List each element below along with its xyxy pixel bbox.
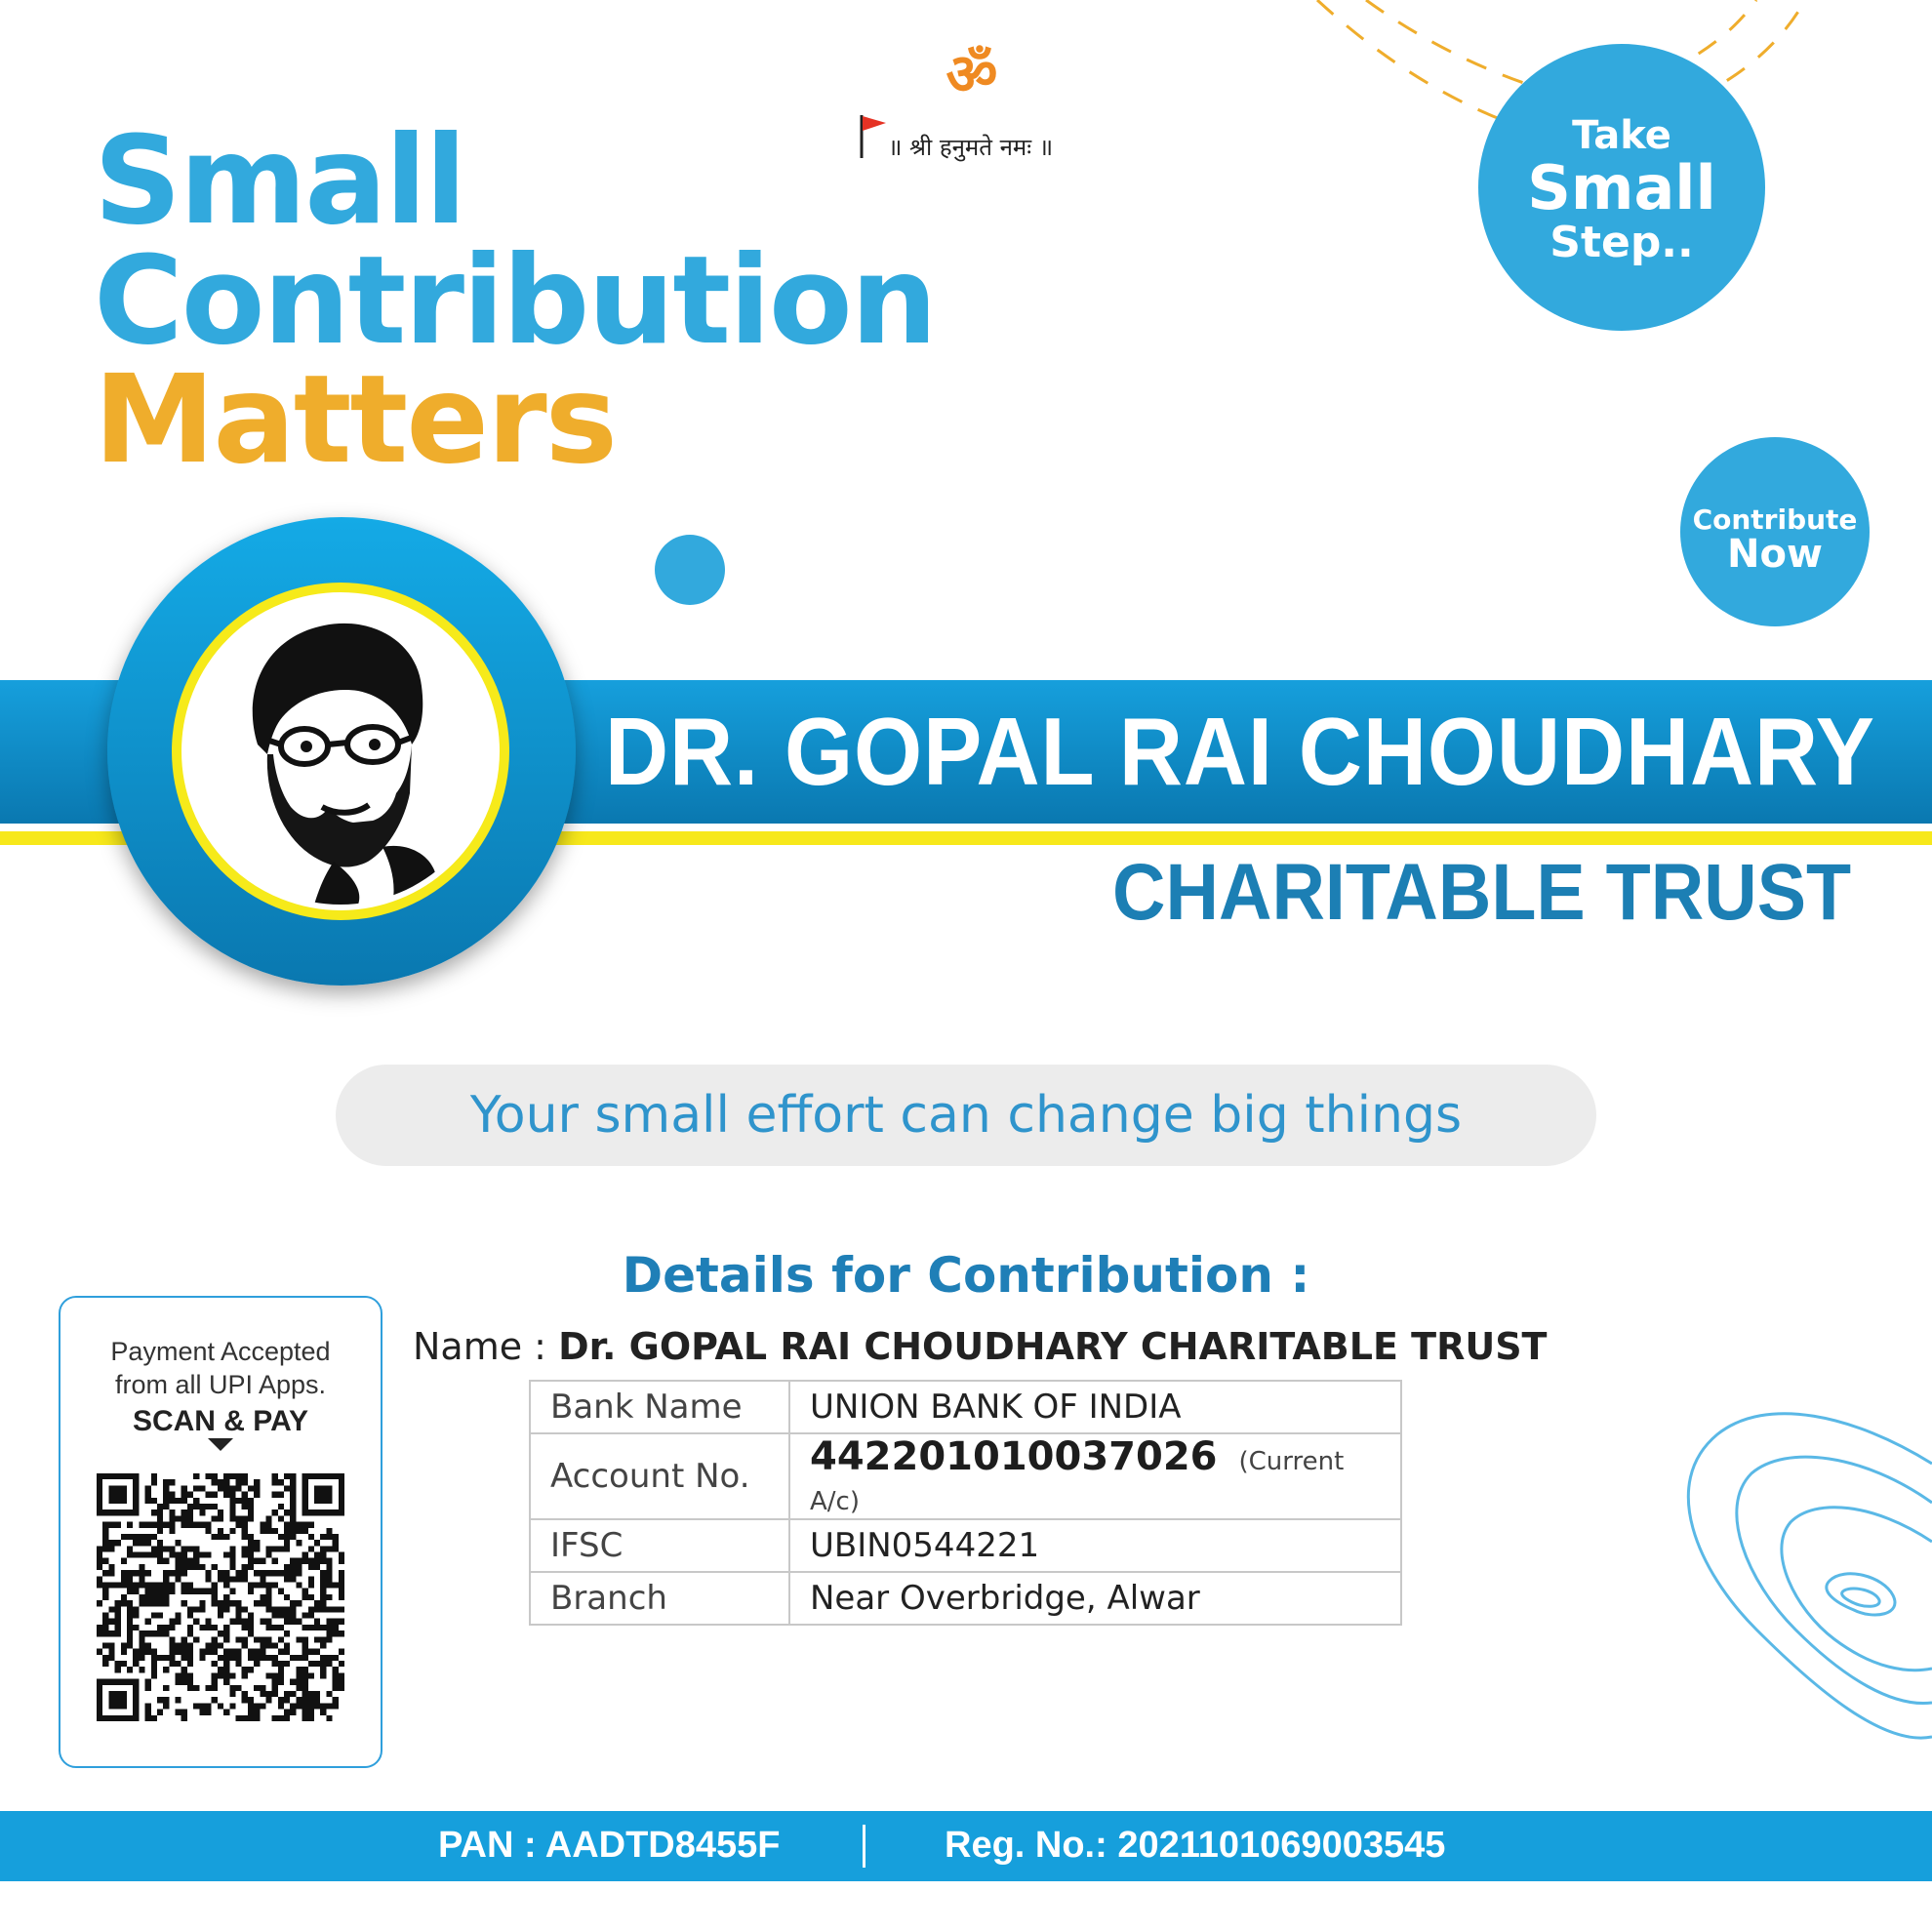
account-type-note: (Current A/c) [810, 1447, 1345, 1516]
portrait [181, 592, 500, 910]
bank-details-table [529, 1380, 1402, 1626]
decorative-dot [655, 535, 725, 605]
details-title: Details for Contribution : [622, 1247, 1310, 1304]
om-symbol: ॐ [946, 41, 998, 107]
contribute-now-badge[interactable] [1680, 437, 1870, 626]
table-row [530, 1519, 1401, 1572]
qr-caption-line1: Payment Accepted [110, 1337, 331, 1366]
table-row [530, 1572, 1401, 1625]
contour-lines-decoration [1659, 1395, 1932, 1766]
badge-take-line1: Take [1572, 113, 1671, 158]
badge-take-line2: Small [1527, 152, 1716, 223]
qr-code-icon[interactable] [97, 1473, 344, 1721]
footer-divider [863, 1825, 865, 1868]
tagline-pill: Your small effort can change big things [336, 1065, 1596, 1166]
account-no-value: 442201010037026 [810, 1434, 1218, 1479]
badge-contribute-line1: Contribute [1692, 503, 1858, 536]
table-row [530, 1433, 1401, 1519]
scan-and-pay-label: SCAN & PAY [132, 1405, 309, 1437]
qr-caption-line2: from all UPI Apps. [114, 1370, 327, 1399]
badge-take-line3: Step.. [1550, 218, 1694, 267]
account-no-cell [789, 1433, 1401, 1519]
portrait-illustration-icon [187, 598, 494, 905]
table-row [530, 1381, 1401, 1433]
arrow-down-icon [208, 1438, 233, 1451]
headline-line2: Contribution [94, 229, 936, 372]
branch-label: Branch [530, 1572, 789, 1625]
badge-contribute-line2: Now [1727, 532, 1823, 577]
name-line [413, 1325, 1547, 1368]
headline-line3: Matters [94, 349, 617, 491]
bank-name-value: UNION BANK OF INDIA [789, 1381, 1401, 1433]
trust-subtitle: CHARITABLE TRUST [1112, 848, 1852, 937]
mantra-text: ॥ श्री हनुमते नमः ॥ [888, 134, 1054, 161]
name-label: Name : [413, 1325, 546, 1368]
account-no-label: Account No. [530, 1433, 789, 1519]
footer-bar [0, 1811, 1932, 1881]
ifsc-label: IFSC [530, 1519, 789, 1572]
registration-number: Reg. No.: 2021101069003545 [945, 1825, 1446, 1866]
branch-value: Near Overbridge, Alwar [789, 1572, 1401, 1625]
trust-name: DR. GOPAL RAI CHOUDHARY [605, 698, 1875, 805]
bank-name-label: Bank Name [530, 1381, 789, 1433]
pan-number: PAN : AADTD8455F [438, 1825, 781, 1866]
qr-caption [59, 1335, 382, 1401]
name-value: Dr. GOPAL RAI CHOUDHARY CHARITABLE TRUST [558, 1325, 1548, 1368]
take-small-step-badge [1478, 44, 1765, 331]
headline [94, 110, 936, 491]
ifsc-value: UBIN0544221 [789, 1519, 1401, 1572]
headline-line1: Small [94, 110, 465, 252]
